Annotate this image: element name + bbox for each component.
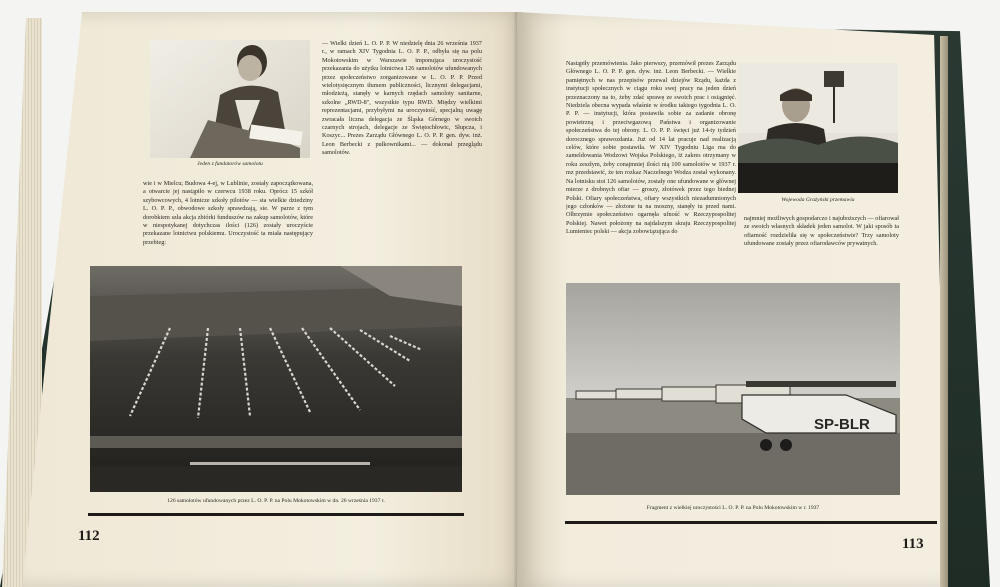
left-page-column-2: — Wielki dzień L. O. P. P. W niedzielę dnia 26 września 1937 r., w ramach XIV Tygodnia L. O. P. P., odbyła się na polu Mokotowskim w Warszawie imponująca uroczystość przekazania do użytku lotnictwa 126 samolotów ufundowanych przez społeczeństwo zorganizowane w L. O. P. P. Przed wielotysięcznym tłumem publiczności, licznymi delegacjami, młodzieżą, stanęły w karnych rzędach samoloty sanitarne, szkolne „RWD-8", wszystkie typu RWD. Między wielkimi reprezentacjami, przybyłymi na uroczystość, specjalną uwagę zwracała liczna delegacja ze Śląska Górnego w swoich czarnych strojach, delegacje ze Świętochłowic, Słupcza, i Koszyc... Prezes Zarządu Głównego L. O. P. P. gen. dyw. inż. Leon Berbecki z pułkownikami... — dokonał przeglądu samolotów. (322, 40, 482, 157)
photo-caption-voivode: Wojewoda Grażyński przemawia (781, 197, 855, 203)
right-page-footer-rule (565, 521, 937, 524)
photo-airplanes-ground (566, 283, 900, 495)
left-page-number: 112 (78, 528, 100, 544)
photo-voivode-speaking (738, 63, 898, 193)
photo-caption-aerial: 126 samolotów ufundowanych przez L. O. P. P. na Polu Mokotowskim w dn. 26 września 1937 r. (167, 498, 385, 504)
right-page-column-1: Nastąpiły przemówienia. Jako pierwszy, przemówił prezes Zarządu Głównego L. O. P. P. gen. dyw. inż. Leon Berbecki. — Wielkie pamiętnych w nas przepisów przewal dziejów Rządu, każda z instytucji społecznych w ciągu roku swej pracy na jeden dzień przeznaczony na to, żeby zdać sprawę ze swoich prac i osiągnięć. Niedziela obecna wypada właśnie w środku takiego tygodnia L. O. P. P. — instytucji, która postawiła sobie za zadanie obronę powietrzną i przeciwgazową Państwa i organizowanie społeczeństwa do tej obrony. L. O. P. P. święci już 14-ty tydzień dorocznego sprawozdania. Już od 14 lat pracuje nad realizacją celów, które sobie postawiła. W XIV Tygodniu Liga ma do zameldowania Wodzowi Wojska Polskiego, iż zakres otrzymany w roku zeszłym, żeby conajmniej ilości nią 100 samolotów w 1937 r. mz przedstawić, że ten rozkaz Naczelnego Wodza został wykonany. Na lotnisku stoi 126 samolotów, zostały one ufundowane w głównej mierze z drobnych ofiar — groszy, złotówek przez tego biednej Polski. Ofiary społeczeństwa, ofiary wszystkich niezadumnionych jego członków — złożone tu na moszny, stanęły tu przed nami. Olbrzymie społeczeństwo ogarnęła ufność w Rzeczypospolitej Polskiej. Nawet położony na najdalszym skraju Rzeczypospolitej Lumieniec polski — akcja zobowiązująca do (566, 60, 736, 236)
photo-caption-founder: Jeden z fundatorów samolotu (197, 161, 263, 167)
page-edges-right (940, 36, 948, 587)
photo-caption-airplanes: Fragment z wielkiej uroczystości L. O. P. P. na Polu Mokotowskim w r. 1937 (646, 505, 820, 511)
left-page-column-1: wie i w Mielcu; Budowa 4-ej, w Lublinie, zostały zapoczątkowana, a otwarcie jej nastąpiło w czerwcu 1938 roku. Oprócz 15 szkół szybowcowych, 4 lotnicze szkoły pilotów — sta wielkie dziedziny L. O. P. P., obwodowe szkoły sprawdzają, sie. W parze z tym dorobkiem szła akcja zbiórki funduszów na zakup samolotów, które w niespotykanej dotychczas ilości (126) zostały uroczyście przekazane lotnictwu polskiemu. Uroczystość ta miała następujący przebieg: (143, 180, 313, 246)
photo-aerial-planes (90, 266, 462, 492)
plane-registration-label: SP-BLR (814, 416, 870, 433)
left-page-footer-rule (88, 513, 464, 516)
right-page-number: 113 (902, 536, 924, 552)
right-page-column-2: najmniej możliwych gospodarczo i najuboższych — ofiarował ze swoich własnych składek jeden samolot. W jaki sposób ta ofiarność rozdzieliła się w społeczeństwie? Trzy samoloty ufundowane zostały przez ofiarodawców prywatnych. (744, 215, 899, 248)
photo-founder-signing (150, 40, 310, 158)
